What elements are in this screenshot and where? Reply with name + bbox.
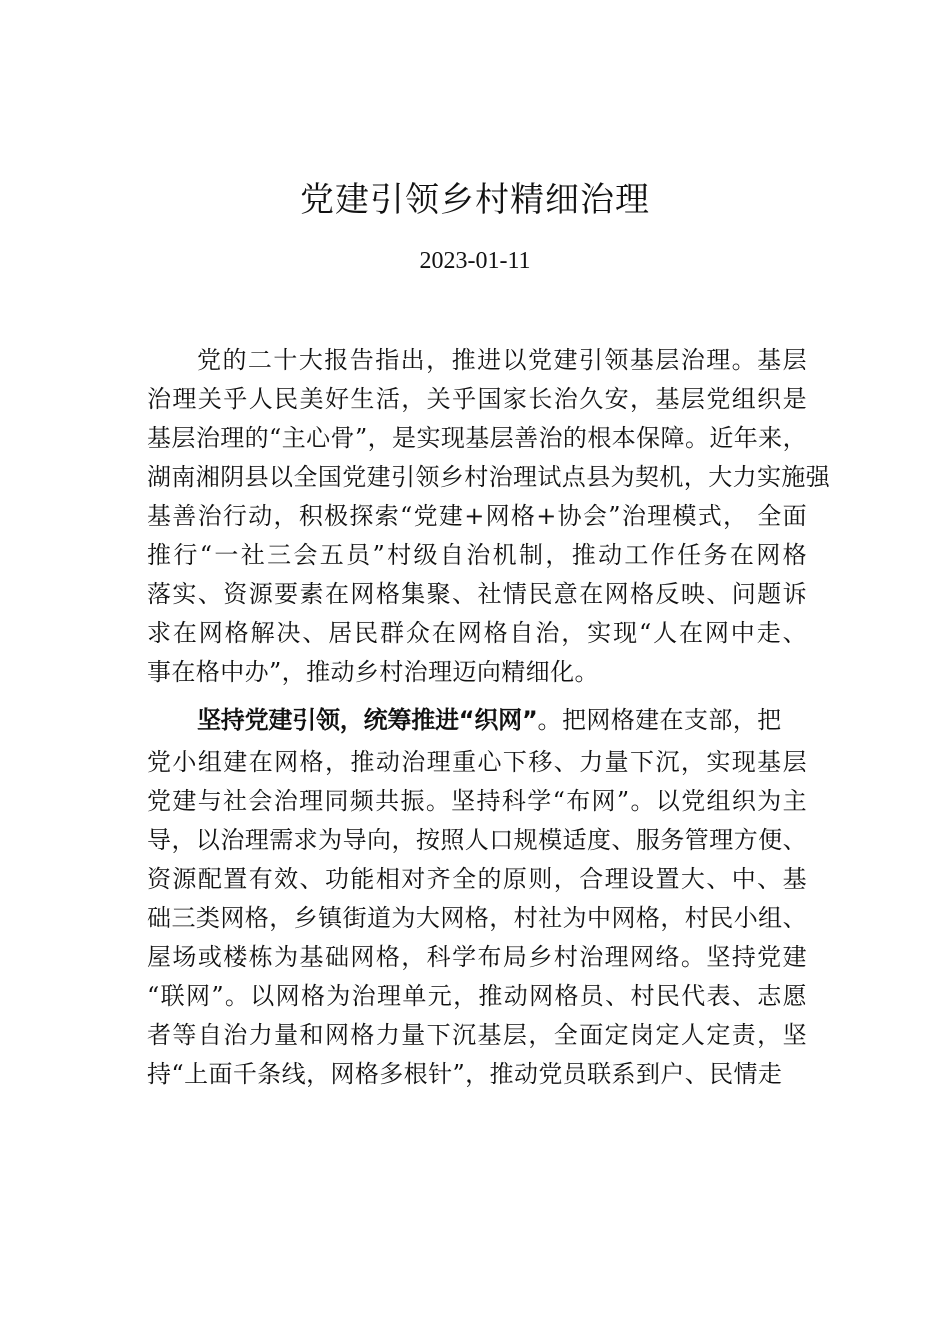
document-title: 党建引领乡村精细治理 (300, 180, 650, 220)
paragraph-2-line: 资源配置有效、功能相对齐全的原则，合理设置大、中、基 (147, 865, 807, 893)
paragraph-2-line: 导，以治理需求为导向，按照人口规模适度、服务管理方便、 (147, 826, 807, 854)
document-date: 2023-01-11 (419, 248, 531, 274)
paragraph-1-line: 基善治行动，积极探索“党建+网格+协会”治理模式， 全面 (147, 502, 807, 530)
paragraph-2-lead-heading: 坚持党建引领，统筹推进“织网” (197, 706, 538, 734)
paragraph-1-line: 党的二十大报告指出，推进以党建引领基层治理。基层 (197, 346, 807, 374)
paragraph-1-line: 湖南湘阴县以全国党建引领乡村治理试点县为契机，大力实施强 (147, 463, 831, 491)
paragraph-2-first-line (197, 705, 782, 735)
paragraph-1-line: 事在格中办”，推动乡村治理迈向精细化。 (147, 658, 599, 686)
paragraph-1-line: 治理关乎人民美好生活，关乎国家长治久安，基层党组织是 (147, 385, 807, 413)
paragraph-1-line: 推行“一社三会五员”村级自治机制，推动工作任务在网格 (147, 541, 807, 569)
paragraph-2-line: 持“上面千条线，网格多根针”，推动党员联系到户、民情走 (147, 1060, 783, 1088)
paragraph-2-first-line-text: 。把网格建在支部，把 (537, 706, 782, 734)
paragraph-2-line: 屋场或楼栋为基础网格，科学布局乡村治理网络。坚持党建 (147, 943, 807, 971)
paragraph-2-line: 础三类网格，乡镇街道为大网格，村社为中网格，村民小组、 (147, 904, 807, 932)
paragraph-2-line: “联网”。以网格为治理单元，推动网格员、村民代表、志愿 (147, 982, 807, 1010)
paragraph-1-line: 求在网格解决、居民群众在网格自治，实现“人在网中走、 (147, 619, 807, 647)
paragraph-2-line: 党建与社会治理同频共振。坚持科学“布网”。以党组织为主 (147, 787, 807, 815)
paragraph-2-line: 者等自治力量和网格力量下沉基层，全面定岗定人定责，坚 (147, 1021, 807, 1049)
paragraph-1-line: 落实、资源要素在网格集聚、社情民意在网格反映、问题诉 (147, 580, 807, 608)
paragraph-1-line: 基层治理的“主心骨”，是实现基层善治的根本保障。近年来， (147, 424, 807, 452)
paragraph-2-line: 党小组建在网格，推动治理重心下移、力量下沉，实现基层 (147, 748, 807, 776)
